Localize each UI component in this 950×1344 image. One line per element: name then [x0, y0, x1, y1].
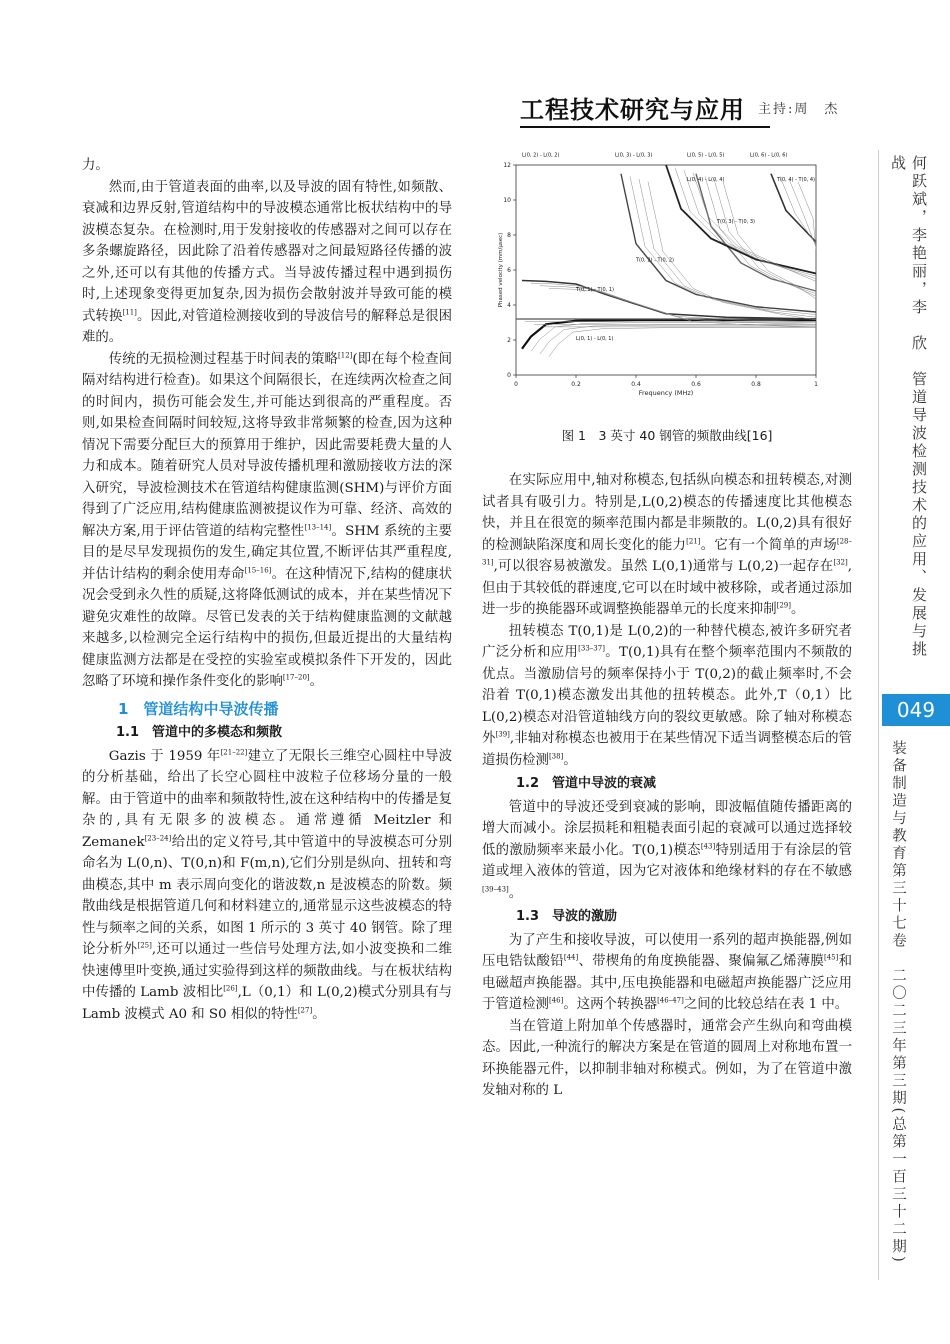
x-tick-label: 0.2 [571, 381, 581, 388]
paragraph: 为了产生和接收导波，可以使用一系列的超声换能器,例如压电锆钛酸铅[44]、带楔角的角度换能器、聚偏氟乙烯薄膜[45]和电磁超声换能器。其中,压电换能器和电磁超声换能器广泛应用于管道检测[46]。这两个转换器[46–47]之间的比较总结在表 1 中。 [482, 932, 853, 1012]
paragraph: Gazis 于 1959 年[21–22]建立了无限长三维空心圆柱中导波的分析基础，给出了长空心圆柱中波粒子位移场分量的一般解。由于管道中的曲率和频散特性,波在这种结构中的传播是复杂的,具有无限多的波模态。通常遵循 Meitzler 和 Zemanek[23–24]给出的定义符号,其中管道中的导波模态可分别命名为 L(0,n)、T(0,n)和 F(m,n),它们分别是纵向、扭转和弯曲模态,其中 m 表示周向变化的谐波数,n 是波模态的阶数。频散曲线是根据管道几何和材料建立的,通常显示这些波模态的特性与频率之间的关系，如图 1 所示的 3 英寸 40 钢管。除了理论分析外[25],还可以通过一些信号处理方法,如小波变换和二维快速傅里叶变换,通过实验得到这样的频散曲线。与在板状结构中传播的 Lamb 波相比[26],L（0,1）和 L(0,2)模式分别具有与 Lamb 波模式 A0 和 S0 相似的特性[27]。 [82, 748, 453, 1022]
citation: [25] [137, 941, 152, 950]
curve-annotation: L(0, 6) - L(0, 6) [750, 152, 788, 159]
curve-annotation: L(0, 3) - L(0, 3) [615, 152, 653, 159]
y-tick-label: 10 [503, 197, 511, 204]
citation: [12] [338, 351, 353, 360]
subsection-heading: 1.3 导波的激励 [516, 909, 618, 924]
x-tick-label: 0.8 [751, 381, 761, 388]
citation: [44] [563, 953, 579, 962]
paragraph: 当在管道上附加单个传感器时，通常会产生纵向和弯曲模态。因此,一种流行的解决方案是在管道的圆周上对称地布置一环换能器元件，以抑制非轴对称模式。例如，为了在管道中激发轴对称的 L [482, 1018, 852, 1098]
running-title: 何跃斌，李艳丽，李 欣 管道导波检测技术的应用、发展与挑战 [889, 155, 928, 659]
curve-annotation: L(0, 5) - L(0, 5) [687, 152, 725, 159]
citation: [21–22] [220, 748, 248, 757]
x-tick-label: 1 [814, 381, 818, 388]
curve-annotation: T(0, 4) - T(0, 4) [777, 176, 815, 183]
citation: [43] [700, 842, 716, 851]
curve-annotation: T(0, 2) - T(0, 2) [636, 257, 674, 264]
page-number: 049 [882, 694, 950, 726]
left-column [82, 155, 452, 1025]
citation: [33–37] [578, 644, 605, 653]
margin-rule [878, 150, 879, 1280]
curve-annotation: L(0, 2) - L(0, 2) [522, 152, 560, 159]
x-tick-label: 0 [514, 381, 518, 388]
citation: [39–43] [482, 885, 509, 894]
citation: [38] [548, 752, 564, 761]
subsection-heading: 1.1 管道中的多模态和频散 [116, 725, 283, 740]
curve-annotation: T(0, 3) - T(0, 3) [717, 218, 755, 225]
figure-caption: 图 1 3 英寸 40 钢管的频散曲线[16] [561, 428, 773, 443]
citation: [11] [122, 308, 137, 317]
y-tick-label: 4 [507, 302, 511, 309]
curve-annotation: T(0, 1) - T(0, 1) [576, 287, 614, 293]
x-axis-label: Frequency (MHz) [638, 389, 694, 397]
citation: [45] [824, 953, 839, 962]
curve-annotation: L(0, 4) - L(0, 4) [687, 176, 725, 183]
citation: [27] [297, 1006, 313, 1015]
journal-header [520, 90, 860, 126]
citation: [21] [686, 537, 701, 546]
journal-info: 装备制造与教育第三十七卷 二〇二三年第三期(总第一百三十二期) [890, 740, 906, 1265]
x-tick-label: 0.6 [691, 381, 701, 388]
curve-annotation: L(0, 1) - L(0, 1) [576, 336, 614, 342]
series-line [789, 179, 816, 247]
paragraph: 传统的无损检测过程基于时间表的策略[12](即在每个检查间隔对结构进行检查)。如果这个间隔很长，在连续两次检查之间的时间内，损伤可能会发生,并可能达到很高的严重程度。否则,如果检查间隔时间较短,这将导致非常频繁的检查,因为这种情况下需要分配巨大的预算用于维护，因此需要耗费大量的人力和成本。随着研究人员对导波传播机理和激励接收方法的深入研究，导波检测技术在管道结构健康监测(SHM)与评价方面得到了广泛应用,结构健康监测被提议作为可靠、经济、高效的解决方案,用于评估管道的结构完整性[13–14]。SHM 系统的主要目的是尽早发现损伤的发生,确定其位置,不断评估其严重程度,并估计结构的剩余使用寿命[15–16]。在这种情况下,结构的健康状况会受到永久性的质疑,这将降低测试的成本，并在某些情况下避免灾难性的故障。尽管已发表的关于结构健康监测的文献越来越多,以检测完全运行结构中的损伤,但最近提出的大量结构健康监测方法都是在受控的实验室或模拟条件下开发的，因此忽略了环境和操作条件变化的影响[17–20]。 [82, 351, 452, 689]
y-tick-label: 12 [503, 162, 511, 169]
series-line [705, 176, 816, 293]
citation: [46] [548, 996, 564, 1005]
series-line [522, 281, 816, 320]
series-line [723, 182, 816, 299]
citation: [39] [495, 730, 510, 739]
series-line [630, 176, 816, 314]
series-line [696, 174, 816, 291]
citation: [13–14] [304, 523, 332, 532]
paragraph: 扭转模态 T(0,1)是 L(0,2)的一种替代模态,被许多研究者广泛分析和应用[33–37]。T(0,1)具有在整个频率范围内不频散的优点。当激励信号的频率保持小于 T(0,2)的截止频率时,不会沿着 T(0,1)模态激发出其他的扭转模态。此外,T（0,1）比 L(0,2)模态对沿管道轴线方向的裂纹更敏感。除了轴对称模态外[39],非轴对称模态也被用于在某些情况下适当调整模态后的管道损伤检测[38]。 [482, 623, 852, 768]
citation: [28–31] [482, 537, 853, 567]
x-tick-label: 0.4 [631, 381, 641, 388]
citation: [29] [776, 601, 791, 610]
y-tick-label: 8 [507, 232, 511, 239]
section-title: 工程技术研究与应用 [520, 96, 745, 124]
citation: [32] [833, 558, 848, 567]
citation: [26] [223, 984, 238, 993]
y-tick-label: 6 [507, 267, 511, 274]
dispersion-curve-chart [496, 152, 826, 400]
paragraph: 然而,由于管道表面的曲率,以及导波的固有特性,如频散、衰减和边界反射,管道结构中的导波模态通常比板状结构中的导波模态复杂。在检测时,用于发射接收的传感器对之间可以存在多条螺旋路径，因此除了沿着传感器对之间最短路径传播的波之外,还可以有其他的传播方式。当导波传播过程中遇到损伤时,上述现象变得更加复杂,因为损伤会散射波并导致可能的模式转换[11]。因此,对管道检测接收到的导波信号的解释总是很困难的。 [82, 179, 452, 345]
plot-frame [516, 165, 816, 375]
section-host: 主持:周 杰 [758, 102, 840, 117]
citation: [23–24] [144, 834, 172, 843]
subsection-heading: 1.2 管道中导波的衰减 [516, 776, 657, 791]
citation: [46–47] [657, 996, 684, 1005]
paragraph: 力。 [82, 158, 109, 173]
citation: [17–20] [282, 673, 310, 682]
series-line [771, 174, 816, 242]
series-line [549, 328, 816, 357]
section-heading: 1 管道结构中导波传播 [118, 699, 279, 718]
header-rule [520, 126, 770, 128]
y-axis-label: Phased velocity (mm/μsec) [498, 232, 504, 308]
y-tick-label: 2 [507, 337, 511, 344]
paragraph: 管道中的导波还受到衰减的影响，即波幅值随传播距离的增大而减小。涂层损耗和粗糙表面引起的衰减可以通过选择较低的激励频率来最小化。T(0,1)模态[43]特别适用于有涂层的管道或埋入液体的管道，因为它对液体和绝缘材料的存在不敏感[39–43]。 [482, 799, 852, 901]
paragraph: 在实际应用中,轴对称模态,包括纵向模态和扭转模态,对测试者具有吸引力。特别是,L(0,2)模态的传播速度比其他模态快，并且在很宽的频率范围内都是非频散的。L(0,2)具有很好的检测缺陷深度和周长变化的能力[21]。它有一个简单的声场[28–31],可以很容易被激发。虽然 L(0,1)通常与 L(0,2)一起存在[32],但由于其较低的群速度,它可以在时域中被移除，或者通过添加进一步的换能器环或调整换能器单元的长度来抑制[29]。 [482, 473, 853, 617]
citation: [15–16] [244, 566, 272, 575]
right-column [482, 470, 852, 1102]
y-tick-label: 0 [507, 372, 511, 379]
